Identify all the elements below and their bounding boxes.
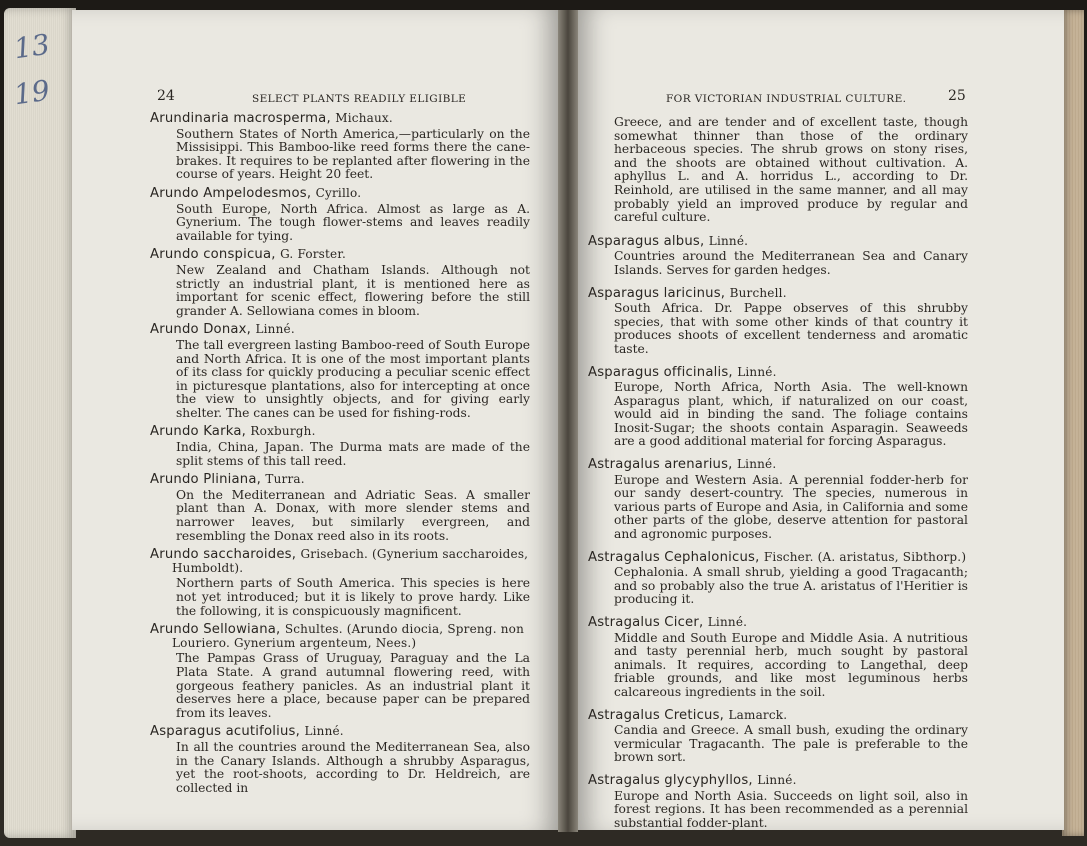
entry-name: Astragalus Cephalonicus, [588,549,760,565]
entry-text: The tall evergreen lasting Bamboo-reed of South Europe and North Africa. It is one of the most important plants of its class for quickly producing a peculiar scenic effect in picturesque plantations, also for intercepting at once the view to unsightly objects, and for giving early shelter. The canes can be used for fishing-rods. [176,337,530,420]
entry [150,425,530,468]
entry-text: Candia and Greece. A small bush, exuding the ordinary vermicular Tragacanth. The pale is preferable to the brown sort. [614,723,968,765]
pencil-mark-bottom: 19 [11,73,52,112]
entry-name: Arundo Karka, [150,424,246,440]
entry-name: Astragalus arenarius, [588,457,733,473]
entry-name: Arundo Sellowiana, [150,622,281,638]
entry-name: Asparagus officinalis, [588,364,733,380]
entry-text: Countries around the Mediterranean Sea and Canary Islands. Serves for garden hedges. [614,249,968,277]
entry-name: Astragalus Cicer, [588,615,704,630]
entry-author: Linné. [737,364,777,379]
entry-name: Asparagus albus, [588,233,705,249]
entry [588,235,968,278]
entry-text: South Africa. Dr. Pappe observes of this shrubby species, that with some other kinds of that country it produces shoots of excellent tenderness and aromatic taste. [614,301,968,356]
running-head-left: SELECT PLANTS READILY ELIGIBLE [252,93,467,105]
entry-author: Grisebach. (Gynerium saccharoides, [300,547,529,562]
entry-author: Linné. [757,772,797,787]
entry-author-continued: Humboldt). [172,560,244,575]
entry-author: Michaux. [335,111,393,125]
continued-text: Greece, and are tender and of excellent taste, though somewhat thinner than those of the ordinary herbaceous species. The shrub grows on stony rises, and the shoots are obtained without cultivation. A. aphyllus L. and A. horridus L., according to Dr. Reinhold, are utilised in the same manner, and all may probably yield an improved produce by regular and careful culture. [614,115,968,225]
entry-author: Burchell. [729,285,787,300]
entry-name: Arundo Pliniana, [150,472,262,488]
entry [150,187,530,243]
entry [150,323,530,420]
entry [588,366,968,450]
entry-name: Asparagus acutifolius, [150,724,301,740]
entry-text: South Europe, North Africa. Almost as large as A. Gynerium. The tough flower-stems and leaves readily available for tying. [176,201,530,243]
pencil-mark-top: 13 [11,27,52,66]
entry [150,725,530,795]
entry-name: Astragalus glycyphyllos, [588,772,753,788]
entry-text: Middle and South Europe and Middle Asia. A nutritious and tasty perennial herb, much sought by pastoral animals. It requires, according to Langethal, deep friable grounds, and like most leguminous herbs calcareous ingredients in the soil. [614,630,968,699]
entry-author: Turra. [265,472,305,487]
entry-text: New Zealand and Chatham Islands. Although not strictly an industrial plant, it is mentioned here as important for scenic effect, flowering before the still grander A. Sellowiana comes in bloom. [176,262,530,318]
entry [150,473,530,543]
entry [588,616,968,700]
entry-author: Fischer. (A. aristatus, Sibthorp.) [763,549,967,564]
entry [150,248,530,318]
entry-text: India, China, Japan. The Durma mats are made of the split stems of this tall reed. [176,440,530,468]
entry [588,551,968,607]
page-number-right: 25 [948,88,966,104]
entry-text: Europe, North Africa, North Asia. The well-known Asparagus plant, which, if naturalized on our coast, would aid in binding the sand. The foliage contains Inosit-Sugar; the shoots contain Asparagin. Seaweeds are a good additional material for forcing Asparagus. [614,380,968,449]
entry-name: Arundo conspicua, [150,247,276,263]
entry-text: The Pampas Grass of Uruguay, Paraguay and the La Plata State. A grand autumnal flowering reed, with gorgeous feathery panicles. As an industrial plant it deserves here a place, because paper can be prepared from its leaves. [176,651,530,720]
running-head-right: FOR VICTORIAN INDUSTRIAL CULTURE. [666,93,907,105]
entry-author: Linné. [304,724,344,739]
entry-text: Europe and North Asia. Succeeds on light soil, also in forest regions. It has been recommended as a perennial substantial fodder-plant. [614,788,968,830]
entry-author: Linné. [708,233,749,248]
entry-author: Cyrillo. [315,185,362,200]
book-page-edges-left [4,8,76,838]
entry [150,623,530,720]
entry [588,458,968,542]
entry [588,774,968,830]
entry-author: Schultes. (Arundo diocia, Spreng. non [284,622,524,637]
entry-author: Linné. [736,457,777,472]
entry [150,112,530,182]
entry-name: Astragalus Creticus, [588,707,725,723]
entry-text: Europe and Western Asia. A perennial fodder-herb for our sandy desert-country. The species, numerous in various parts of Europe and Asia, in California and some other parts of the globe, deserve attention for pastoral and agronomic purposes. [614,472,968,542]
entry-name: Arundo Ampelodesmos, [150,185,312,201]
entry-text: Northern parts of South America. This species is here not yet introduced; but it is likely to prove hardy. Like the following, it is conspicuously magnificent. [176,576,530,618]
entry-author: Roxburgh. [250,424,316,439]
book-gutter [558,10,578,832]
entry-author-continued: Louriero. Gynerium argenteum, Nees.) [172,635,417,650]
entry-author: Lamarck. [728,707,788,722]
entry-name: Asparagus laricinus, [588,285,726,301]
entry-author: G. Forster. [280,247,346,262]
left-page-text [150,112,530,800]
entry-name: Arundo saccharoides, [150,547,297,563]
entry-text: On the Mediterranean and Adriatic Seas. A smaller plant than A. Donax, with more slender stems and narrower leaves, but similarly evergreen, and resembling the Donax reed also in its roots. [176,487,530,543]
entry-text: Cephalonia. A small shrub, yielding a good Tragacanth; and so probably also the true A. aristatus of l'Heritier is producing it. [614,565,968,607]
page-number-left: 24 [157,88,175,104]
entry-author: Linné. [707,615,748,629]
entry-name: Arundo Donax, [150,322,252,338]
right-page-text [588,116,968,835]
entry-text: In all the countries around the Mediterranean Sea, also in the Canary Islands. Although a shrubby Asparagus, yet the root-shoots, according to Dr. Heldreich, are collected in [176,739,530,795]
entry [588,709,968,765]
entry-name: Arundinaria macrosperma, [150,111,331,126]
entry-author: Linné. [255,322,295,337]
book-page-edges-right [1062,10,1084,836]
entry [150,548,530,618]
entry-text: Southern States of North America,—particularly on the Missisippi. This Bamboo-like reed forms there the cane-brakes. It requires to be replanted after flowering in the course of years. Height 20 feet. [176,126,530,182]
entry [588,287,968,357]
